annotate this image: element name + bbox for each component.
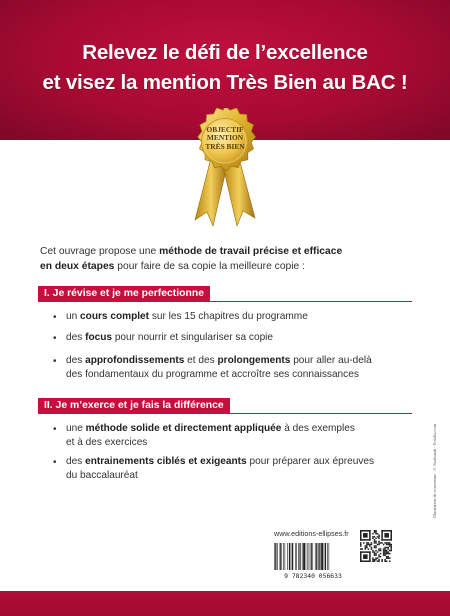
headline-line-1: Relevez le défi de l’excellence [82,41,368,64]
qr-module [374,530,376,532]
intro-text-2: pour faire de sa copie la meilleure copie : [114,261,306,272]
item-text: des [66,456,86,467]
qr-module [384,553,386,555]
qr-module [374,559,376,561]
item-text: des [66,332,86,343]
qr-module [372,557,374,559]
section-1-rule [38,301,412,302]
qr-module [381,539,392,541]
qr-module [383,548,385,550]
qr-module [377,557,379,559]
item-text: pour nourrir et singulariser sa copie [112,332,274,343]
qr-module [389,553,391,555]
section-1-item-1 [53,310,406,324]
item-bold: prolongements [217,355,291,366]
qr-module [360,542,362,544]
qr-module [375,542,377,544]
qr-module [384,551,386,553]
qr-module [375,554,377,556]
qr-module [386,560,388,562]
qr-module [371,548,373,550]
qr-module [377,533,379,535]
section-2-item-1 [53,422,406,449]
qr-module [363,533,368,538]
qr-module [372,550,374,552]
qr-module [374,536,376,538]
qr-module [375,533,377,535]
qr-module [386,551,388,553]
item-text: pour aller au-delà [290,355,372,366]
qr-module [377,560,379,562]
qr-module [386,557,388,559]
item-text: des [66,355,86,366]
barcode-bar [287,543,288,570]
qr-module [374,539,376,541]
item-text: des fondamentaux du programme et accroître ses connaissances [66,368,359,380]
barcode-bar [291,543,292,570]
qr-module [389,542,391,544]
intro-paragraph [40,244,410,274]
qr-module [374,554,376,556]
qr-module [384,547,386,549]
qr-module [390,550,392,552]
qr-module [371,544,373,546]
medal-label-line-2: MENTION [206,133,244,143]
intro-text-1: Cet ouvrage propose une [40,246,160,257]
illustration-credit: Illustration de couverture : © Szabonah - Fotolia.com [432,423,437,518]
qr-module [366,544,368,546]
barcode-bar [325,543,326,570]
qr-module [378,548,380,550]
qr-module [363,554,368,559]
qr-module [375,530,377,532]
qr-module [372,559,374,561]
item-text: du baccalauréat [66,469,138,481]
qr-module [383,551,385,553]
item-bold: approfondissements [85,355,185,366]
qr-module [368,544,370,546]
barcode-icon [268,542,358,580]
qr-module [369,545,371,547]
section-1-title: I. Je révise et je me perfectionne [38,286,210,302]
barcode-bar [327,543,328,570]
barcode-bar [318,543,319,570]
section-2-item-2 [53,455,406,482]
qr-module [365,548,367,550]
qr-module [369,544,371,546]
qr-module [375,541,377,543]
qr-module [375,547,377,549]
barcode-bar [285,543,286,570]
qr-module [366,545,368,547]
qr-module [375,559,377,561]
item-text: pour préparer aux épreuves [246,456,375,467]
barcode-bar [277,543,278,570]
qr-module [386,553,388,555]
qr-module [389,560,391,562]
qr-module [378,538,380,540]
qr-module [377,536,379,538]
barcode-bar [309,543,310,570]
qr-module [368,548,370,550]
isbn-barcode [268,542,358,580]
barcode-bar [299,543,300,570]
qr-code-icon [360,530,392,562]
item-bold: cours complet [80,311,150,322]
qr-module [375,553,377,555]
qr-module [383,554,385,556]
qr-module [374,541,376,543]
qr-module [387,551,389,553]
barcode-bar [275,543,276,570]
qr-module [368,542,370,544]
section-1-item-2 [53,331,406,345]
qr-module [389,545,391,547]
barcode-bar [316,543,317,570]
barcode-bar [321,543,323,570]
bullet-icon: • [53,312,57,323]
qr-module [381,559,383,561]
qr-module [380,556,382,558]
barcode-bar [289,543,290,570]
qr-module [371,542,373,544]
qr-module [383,550,385,552]
qr-module [378,560,380,562]
qr-module [378,550,380,552]
qr-module [371,547,373,549]
qr-module [390,530,392,541]
item-text: à des exemples [281,423,355,434]
barcode-bar [324,543,325,570]
qr-module [387,553,389,555]
qr-module [384,548,386,550]
item-text: sur les 15 chapitres du programme [149,311,308,322]
intro-bold-2: en deux étapes [40,261,115,272]
qr-module [377,544,379,546]
qr-module [378,541,380,543]
item-text: et des [184,355,218,366]
qr-module [372,536,374,538]
qr-module [360,544,362,546]
barcode-bar [274,543,275,570]
qr-module [384,533,389,538]
qr-module [387,547,389,549]
bullet-icon: • [53,356,57,367]
headline [0,38,450,98]
qr-module [387,556,389,558]
item-bold: focus [85,332,113,343]
qr-module [383,553,385,555]
qr-module [360,530,362,541]
qr-module [360,530,371,532]
barcode-bar [312,543,313,570]
qr-module [377,551,379,553]
intro-bold-1: méthode de travail précise et efficace [159,246,343,257]
qr-module [378,556,380,558]
qr-module [372,538,374,540]
barcode-bar [319,543,320,570]
qr-module [374,547,376,549]
barcode-bar [298,543,299,570]
qr-module [360,551,371,553]
qr-module [365,547,367,549]
barcode-bar [329,543,330,570]
qr-module [384,550,386,552]
medal-label-line-1: OBJECTIF [206,125,244,134]
qr-module [383,544,385,546]
qr-module [390,548,392,550]
qr-code [360,530,392,562]
qr-module [380,548,382,550]
qr-module [384,560,386,562]
qr-module [390,547,392,549]
qr-module [366,542,368,544]
medal-label [177,126,273,151]
qr-module [372,560,374,562]
qr-module [375,550,377,552]
qr-module [386,556,388,558]
qr-module [378,542,380,544]
qr-module [378,544,380,546]
qr-module [386,547,388,549]
qr-module [386,542,388,544]
qr-module [360,545,362,547]
qr-module [389,557,391,559]
item-bold: méthode solide et directement appliquée [85,423,282,434]
qr-module [360,551,362,562]
qr-module [372,551,374,553]
qr-module [369,530,371,541]
barcode-bar [303,543,305,570]
qr-module [389,544,391,546]
item-bold: entrainements ciblés et exigeants [85,456,247,467]
qr-module [375,538,377,540]
qr-module [381,560,383,562]
barcode-bar [311,543,312,570]
barcode-bar [295,543,296,570]
qr-module [390,545,392,547]
qr-module [384,542,386,544]
qr-module [386,550,388,552]
barcode-bar [281,543,282,570]
qr-module [387,548,389,550]
qr-module [374,560,376,562]
qr-module [378,535,380,537]
qr-module [387,544,389,546]
qr-module [375,545,377,547]
qr-module [374,551,376,553]
item-text: et à des exercices [66,436,148,448]
headline-line-2: et visez la mention Très Bien au BAC ! [42,71,408,94]
qr-module [381,530,392,532]
barcode-bar [296,543,297,570]
qr-module [374,545,376,547]
section-2-title: II. Je m’exerce et je fais la différence [38,398,230,414]
qr-module [363,542,365,544]
qr-module [372,533,374,535]
qr-module [381,542,383,544]
barcode-bar [302,543,303,570]
bottom-band [0,591,450,616]
bullet-icon: • [53,333,57,344]
qr-module [384,554,386,556]
isbn-digits: 9 782340 056633 [284,572,342,580]
qr-module [375,532,377,534]
bullet-icon: • [53,424,57,435]
barcode-bar [280,543,281,570]
section-1-item-3 [53,354,406,381]
item-text: un [66,311,81,322]
barcode-bar [315,543,316,570]
qr-module [378,554,380,556]
qr-module [375,557,377,559]
qr-module [362,548,364,550]
qr-module [360,560,371,562]
qr-module [384,559,386,561]
qr-module [360,548,362,550]
qr-module [374,532,376,534]
qr-module [381,530,383,541]
qr-module [380,550,382,552]
barcode-bar [307,543,308,570]
barcode-bar [283,543,284,570]
barcode-bar [292,543,293,570]
qr-module [380,553,382,555]
qr-module [389,550,391,552]
medal-label-line-3: TRÈS BIEN [205,141,245,151]
section-2-rule [38,413,412,414]
award-medal [177,108,273,230]
qr-module [378,559,380,561]
qr-module [369,551,371,562]
qr-module [380,542,382,544]
qr-module [386,544,388,546]
qr-module [366,547,368,549]
item-text: une [66,423,86,434]
qr-module [390,544,392,546]
qr-module [374,553,376,555]
qr-module [387,557,389,559]
bullet-icon: • [53,457,57,468]
website-url: www.editions-ellipses.fr [274,529,349,538]
qr-module [378,536,380,538]
qr-module [387,542,389,544]
qr-module [365,545,367,547]
qr-module [374,542,376,544]
qr-module [360,539,371,541]
barcode-bar [306,543,307,570]
